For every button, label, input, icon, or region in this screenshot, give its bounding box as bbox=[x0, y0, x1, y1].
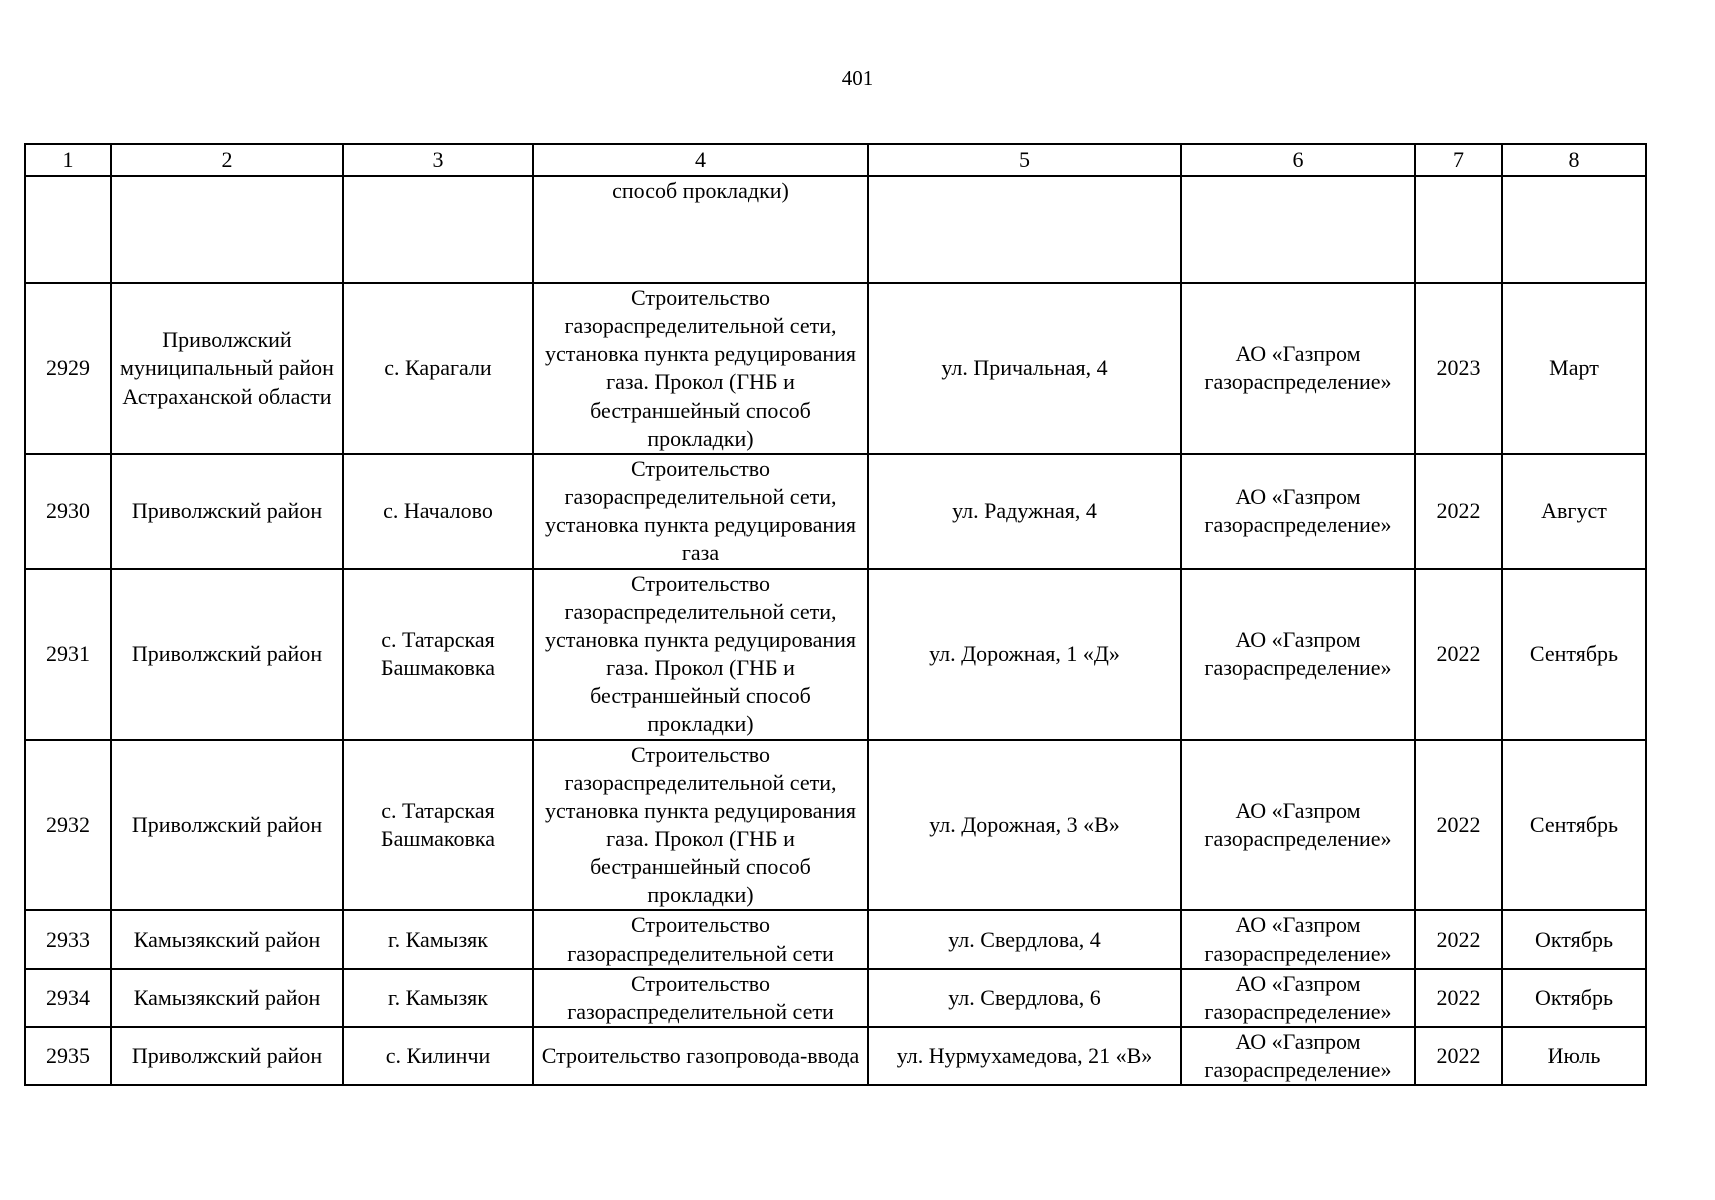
continuation-row bbox=[25, 176, 1646, 283]
settlement-cell: с. Татарская Башмаковка bbox=[343, 740, 533, 911]
year-cell: 2022 bbox=[1415, 569, 1502, 740]
district-cell: Приволжский район bbox=[111, 740, 343, 911]
address-cell: ул. Дорожная, 1 «Д» bbox=[868, 569, 1181, 740]
settlement-cell: с. Карагали bbox=[343, 283, 533, 454]
organization-cell: АО «Газпром газораспределение» bbox=[1181, 569, 1415, 740]
month-cell: Июль bbox=[1502, 1027, 1646, 1085]
work-cell: Строительство газопровода-ввода bbox=[533, 1027, 868, 1085]
row-number: 2932 bbox=[25, 740, 111, 911]
year-cell: 2022 bbox=[1415, 1027, 1502, 1085]
district-cell: Приволжский район bbox=[111, 569, 343, 740]
address-cell: ул. Радужная, 4 bbox=[868, 454, 1181, 569]
organization-cell: АО «Газпром газораспределение» bbox=[1181, 283, 1415, 454]
district-cell: Приволжский муниципальный район Астраханской области bbox=[111, 283, 343, 454]
work-cell: Строительство газораспределительной сети, установка пункта редуцирования газа. Прокол (ГНБ и бестраншейный способ прокладки) bbox=[533, 740, 868, 911]
year-cell: 2023 bbox=[1415, 283, 1502, 454]
table-cell bbox=[1502, 176, 1646, 283]
month-cell: Сентябрь bbox=[1502, 569, 1646, 740]
year-cell: 2022 bbox=[1415, 454, 1502, 569]
settlement-cell: г. Камызяк bbox=[343, 910, 533, 968]
row-number: 2931 bbox=[25, 569, 111, 740]
address-cell: ул. Нурмухамедова, 21 «В» bbox=[868, 1027, 1181, 1085]
organization-cell: АО «Газпром газораспределение» bbox=[1181, 910, 1415, 968]
table-cell: способ прокладки) bbox=[533, 176, 868, 283]
settlement-cell: г. Камызяк bbox=[343, 969, 533, 1027]
table-cell bbox=[343, 176, 533, 283]
row-number: 2930 bbox=[25, 454, 111, 569]
header-cell: 1 bbox=[25, 144, 111, 176]
organization-cell: АО «Газпром газораспределение» bbox=[1181, 454, 1415, 569]
year-cell: 2022 bbox=[1415, 740, 1502, 911]
table-row bbox=[25, 1027, 1646, 1085]
table-cell bbox=[868, 176, 1181, 283]
address-cell: ул. Дорожная, 3 «В» bbox=[868, 740, 1181, 911]
organization-cell: АО «Газпром газораспределение» bbox=[1181, 740, 1415, 911]
address-cell: ул. Свердлова, 6 bbox=[868, 969, 1181, 1027]
district-cell: Приволжский район bbox=[111, 454, 343, 569]
row-number: 2934 bbox=[25, 969, 111, 1027]
table-cell bbox=[25, 176, 111, 283]
header-cell: 8 bbox=[1502, 144, 1646, 176]
address-cell: ул. Причальная, 4 bbox=[868, 283, 1181, 454]
header-cell: 7 bbox=[1415, 144, 1502, 176]
header-row bbox=[25, 144, 1646, 176]
table-cell bbox=[1181, 176, 1415, 283]
work-cell: Строительство газораспределительной сети bbox=[533, 969, 868, 1027]
month-cell: Октябрь bbox=[1502, 969, 1646, 1027]
row-number: 2935 bbox=[25, 1027, 111, 1085]
year-cell: 2022 bbox=[1415, 910, 1502, 968]
month-cell: Август bbox=[1502, 454, 1646, 569]
district-cell: Приволжский район bbox=[111, 1027, 343, 1085]
header-cell: 5 bbox=[868, 144, 1181, 176]
month-cell: Октябрь bbox=[1502, 910, 1646, 968]
month-cell: Сентябрь bbox=[1502, 740, 1646, 911]
data-table bbox=[24, 143, 1647, 1086]
settlement-cell: с. Началово bbox=[343, 454, 533, 569]
table-row bbox=[25, 283, 1646, 454]
address-cell: ул. Свердлова, 4 bbox=[868, 910, 1181, 968]
organization-cell: АО «Газпром газораспределение» bbox=[1181, 1027, 1415, 1085]
table-row bbox=[25, 740, 1646, 911]
work-cell: Строительство газораспределительной сети bbox=[533, 910, 868, 968]
organization-cell: АО «Газпром газораспределение» bbox=[1181, 969, 1415, 1027]
header-cell: 3 bbox=[343, 144, 533, 176]
month-cell: Март bbox=[1502, 283, 1646, 454]
work-cell: Строительство газораспределительной сети, установка пункта редуцирования газа. Прокол (ГНБ и бестраншейный способ прокладки) bbox=[533, 283, 868, 454]
row-number: 2929 bbox=[25, 283, 111, 454]
header-cell: 2 bbox=[111, 144, 343, 176]
table-cell bbox=[111, 176, 343, 283]
settlement-cell: с. Татарская Башмаковка bbox=[343, 569, 533, 740]
table-row bbox=[25, 569, 1646, 740]
work-cell: Строительство газораспределительной сети, установка пункта редуцирования газа. Прокол (ГНБ и бестраншейный способ прокладки) bbox=[533, 569, 868, 740]
table-cell bbox=[1415, 176, 1502, 283]
table-row bbox=[25, 454, 1646, 569]
header-cell: 4 bbox=[533, 144, 868, 176]
settlement-cell: с. Килинчи bbox=[343, 1027, 533, 1085]
table-row bbox=[25, 910, 1646, 968]
row-number: 2933 bbox=[25, 910, 111, 968]
work-cell: Строительство газораспределительной сети, установка пункта редуцирования газа bbox=[533, 454, 868, 569]
table-row bbox=[25, 969, 1646, 1027]
page-number: 401 bbox=[841, 66, 874, 90]
district-cell: Камызякский район bbox=[111, 910, 343, 968]
header-cell: 6 bbox=[1181, 144, 1415, 176]
district-cell: Камызякский район bbox=[111, 969, 343, 1027]
year-cell: 2022 bbox=[1415, 969, 1502, 1027]
